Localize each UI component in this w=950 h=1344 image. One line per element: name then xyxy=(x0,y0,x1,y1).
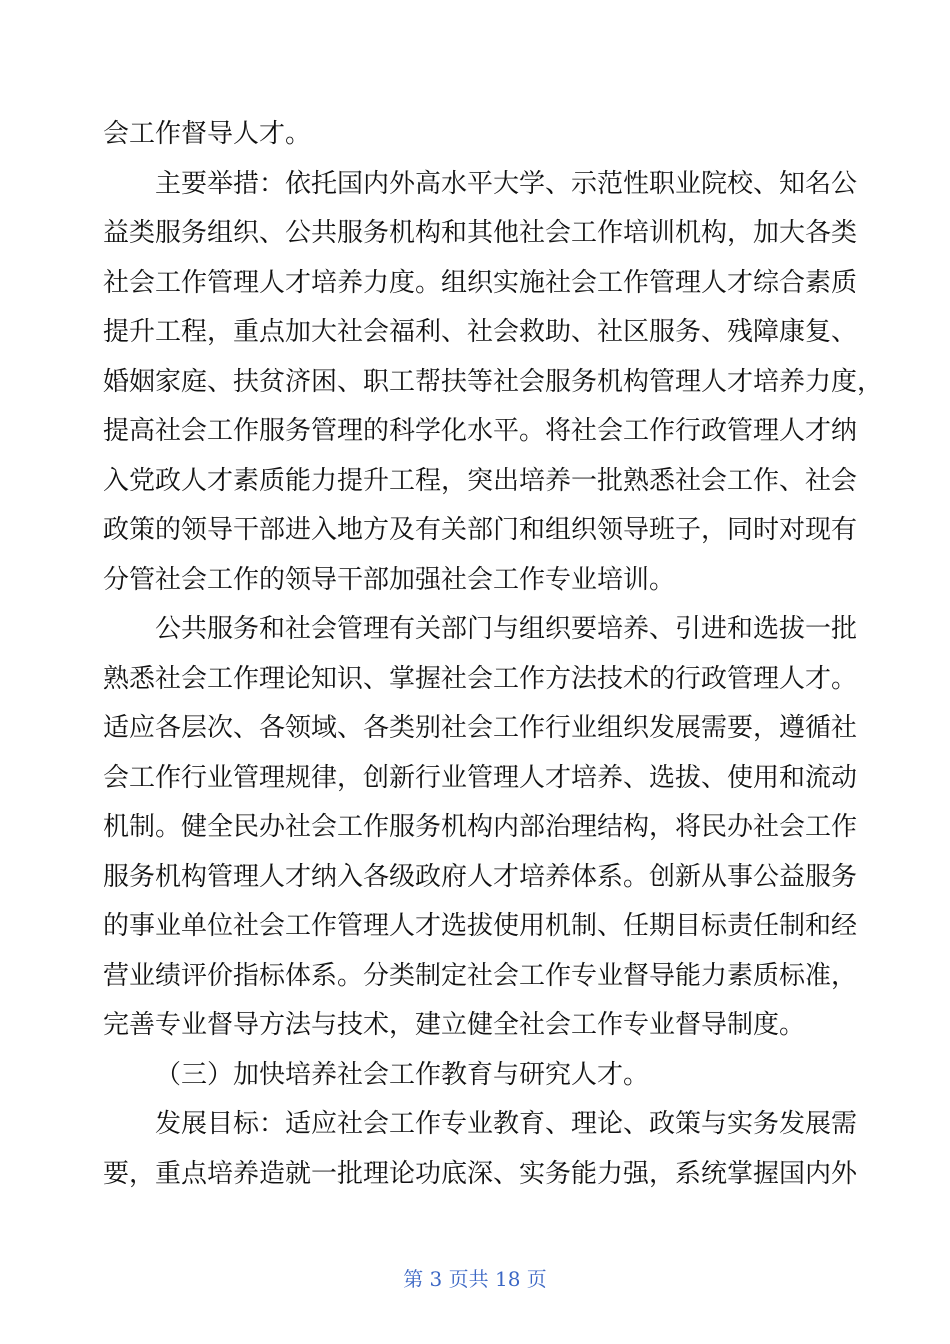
text-line: 会工作行业管理规律，创新行业管理人才培养、选拔、使用和流动 xyxy=(103,762,858,793)
text-line: 会工作督导人才。 xyxy=(103,119,312,149)
text-line: 服务机构管理人才纳入各级政府人才培养体系。创新从事公益服务 xyxy=(103,861,858,892)
text-line: 分管社会工作的领导干部加强社会工作专业培训。 xyxy=(103,564,676,595)
text-line: 熟悉社会工作理论知识、掌握社会工作方法技术的行政管理人才。 xyxy=(103,663,858,694)
text-line: 入党政人才素质能力提升工程，突出培养一批熟悉社会工作、社会 xyxy=(103,465,858,496)
paragraph-start-line: 公共服务和社会管理有关部门与组织要培养、引进和选拔一批 xyxy=(155,614,858,644)
text-line: 营业绩评价指标体系。分类制定社会工作专业督导能力素质标准， xyxy=(103,960,858,991)
text-line: 要，重点培养造就一批理论功底深、实务能力强，系统掌握国内外 xyxy=(103,1158,858,1189)
text-line: 机制。健全民办社会工作服务机构内部治理结构，将民办社会工作 xyxy=(103,812,858,842)
text-line: 政策的领导干部进入地方及有关部门和组织领导班子，同时对现有 xyxy=(103,515,858,545)
page-number-footer: 第 3 页共 18 页 xyxy=(403,1267,547,1291)
text-line: 适应各层次、各领域、各类别社会工作行业组织发展需要，遵循社 xyxy=(103,713,858,743)
paragraph-start-line: 主要举措：依托国内外高水平大学、示范性职业院校、知名公 xyxy=(155,168,858,199)
text-line: 社会工作管理人才培养力度。组织实施社会工作管理人才综合素质 xyxy=(103,267,858,298)
text-line: 提高社会工作服务管理的科学化水平。将社会工作行政管理人才纳 xyxy=(103,416,858,446)
paragraph-start-line: 发展目标：适应社会工作专业教育、理论、政策与实务发展需 xyxy=(155,1109,858,1139)
text-line: 益类服务组织、公共服务机构和其他社会工作培训机构，加大各类 xyxy=(103,218,858,248)
text-line: 的事业单位社会工作管理人才选拔使用机制、任期目标责任制和经 xyxy=(103,911,858,941)
text-line: 提升工程，重点加大社会福利、社会救助、社区服务、残障康复、 xyxy=(103,317,858,347)
document-body xyxy=(103,110,884,1199)
section-heading: （三）加快培养社会工作教育与研究人才。 xyxy=(155,1059,650,1090)
text-line: 完善专业督导方法与技术，建立健全社会工作专业督导制度。 xyxy=(103,1010,806,1040)
text-line: 婚姻家庭、扶贫济困、职工帮扶等社会服务机构管理人才培养力度， xyxy=(103,366,884,397)
